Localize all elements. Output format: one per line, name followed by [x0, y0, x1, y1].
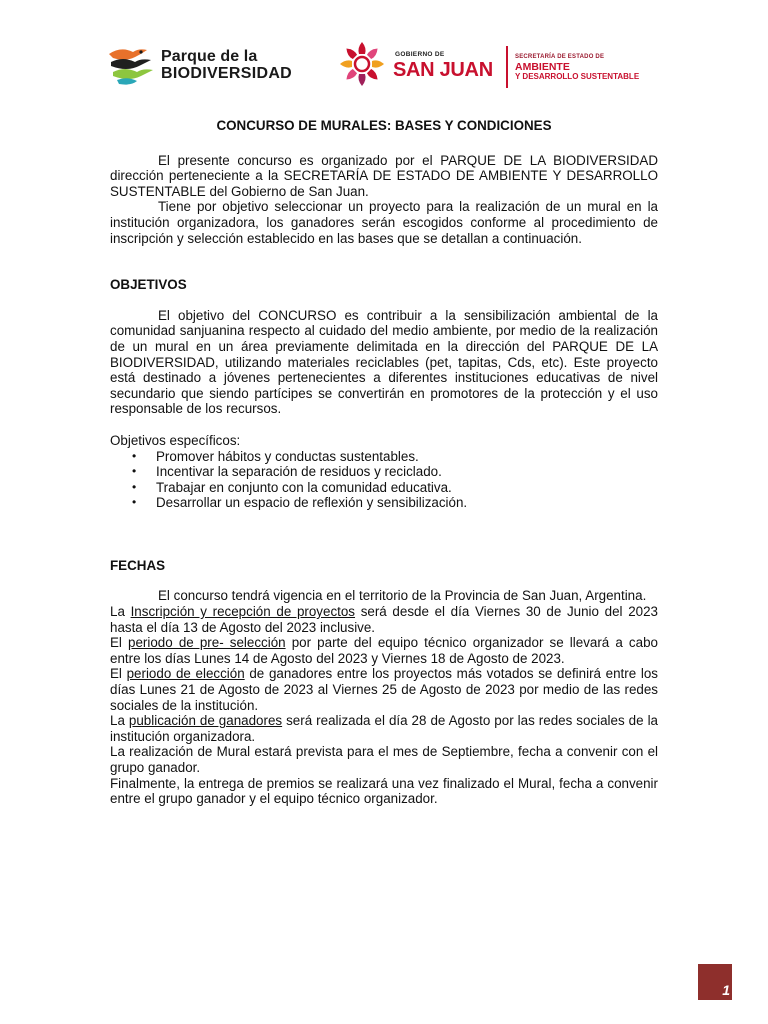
logo-divider: [506, 46, 508, 88]
fechas-paragraph-7: Finalmente, la entrega de premios se realizará una vez finalizado el Mural, fecha a convenir entre el grupo ganador y el equipo técnico organizador.: [110, 775, 658, 807]
page-number-tab: [698, 964, 732, 1000]
secretaria-line-2: AMBIENTE: [515, 61, 570, 73]
fechas-paragraph-4: El periodo de elección de ganadores entre los proyectos más votados se definirá entre los días Lunes 21 de Agosto de 2023 al Viernes 25 de Agosto de 2023 por medio de las redes sociales de la institución.: [110, 666, 658, 713]
logo-line-2: BIODIVERSIDAD: [161, 65, 293, 82]
secretaria-label: [515, 52, 639, 82]
inscripcion-link-text: Inscripción y recepción de proyectos: [130, 604, 356, 620]
secretaria-line-3: Y DESARROLLO SUSTENTABLE: [515, 72, 640, 81]
objetivos-especificos-list: [110, 449, 658, 511]
document-header: [0, 0, 768, 110]
list-item: • Trabajar en conjunto con la comunidad educativa.: [156, 480, 658, 496]
sun-emblem-icon: [338, 40, 386, 88]
san-juan-label: SAN JUAN: [393, 59, 493, 81]
document-title: CONCURSO DE MURALES: BASES Y CONDICIONES: [216, 118, 552, 133]
objetivos-paragraph: El objetivo del CONCURSO es contribuir a la sensibilización ambiental de la comunidad sanjuanina respecto al cuidado del medio ambiente, por medio de la realización de un mural en un área previamente delimitada en la dirección del PARQUE DE LA BIODIVERSIDAD, utilizando materiales reciclables (pet, tapitas, Cds, etc). Este proyecto está destinado a jóvenes pertenecientes a diferentes instituciones educativas de nivel secundario que siendo partícipes se convertirán en promotores de la protección y el uso responsable de los recursos.: [110, 307, 658, 417]
fechas-paragraph-3: El periodo de pre- selección por parte del equipo técnico organizador se llevará a cabo entre los días Lunes 14 de Agosto del 2023 y Viernes 18 de Agosto de 2023.: [110, 635, 658, 666]
fechas-paragraph-1: El concurso tendrá vigencia en el territorio de la Provincia de San Juan, Argentina.: [158, 588, 647, 604]
fechas-paragraph-5: La publicación de ganadores será realizada el día 28 de Agosto por las redes sociales de la institución organizadora.: [110, 713, 658, 744]
objetivos-especificos-label: Objetivos específicos:: [110, 432, 241, 448]
intro-paragraph-1: El presente concurso es organizado por el PARQUE DE LA BIODIVERSIDAD dirección perteneciente a la SECRETARÍA DE ESTADO DE AMBIENTE Y DESARROLLO SUSTENTABLE del Gobierno de San Juan.: [110, 152, 658, 199]
secretaria-line-1: SECRETARÍA DE ESTADO DE: [515, 54, 605, 60]
objetivos-heading: OBJETIVOS: [110, 277, 187, 293]
parque-biodiversidad-logo: [107, 44, 307, 90]
logo-line-1: Parque de la: [161, 48, 258, 65]
list-item: • Desarrollar un espacio de reflexión y sensibilización.: [156, 495, 658, 511]
fechas-heading: FECHAS: [110, 557, 166, 573]
fechas-paragraph-6: La realización de Mural estará prevista para el mes de Septiembre, fecha a convenir con el grupo ganador.: [110, 744, 658, 775]
gobierno-san-juan-logo: [338, 40, 668, 92]
gobierno-de-label: GOBIERNO DE: [395, 51, 445, 58]
fechas-paragraph-2: La Inscripción y recepción de proyectos será desde el día Viernes 30 de Junio del 2023 hasta el día 13 de Agosto del 2023 inclusive.: [110, 604, 658, 635]
document-body: [110, 118, 658, 807]
preseleccion-link-text: periodo de pre- selección: [128, 635, 286, 651]
fish-logo-icon: [107, 44, 155, 88]
page-number: 1: [722, 982, 730, 998]
publicacion-link-text: publicación de ganadores: [128, 713, 283, 729]
list-item: • Promover hábitos y conductas sustentables.: [156, 449, 658, 465]
list-item: • Incentivar la separación de residuos y reciclado.: [156, 464, 658, 480]
eleccion-link-text: periodo de elección: [126, 666, 245, 682]
intro-paragraph-2: Tiene por objetivo seleccionar un proyecto para la realización de un mural en la institución organizadora, los ganadores serán escogidos conforme al procedimiento de inscripción y selección establecido en las bases que se detallan a continuación.: [110, 199, 658, 246]
